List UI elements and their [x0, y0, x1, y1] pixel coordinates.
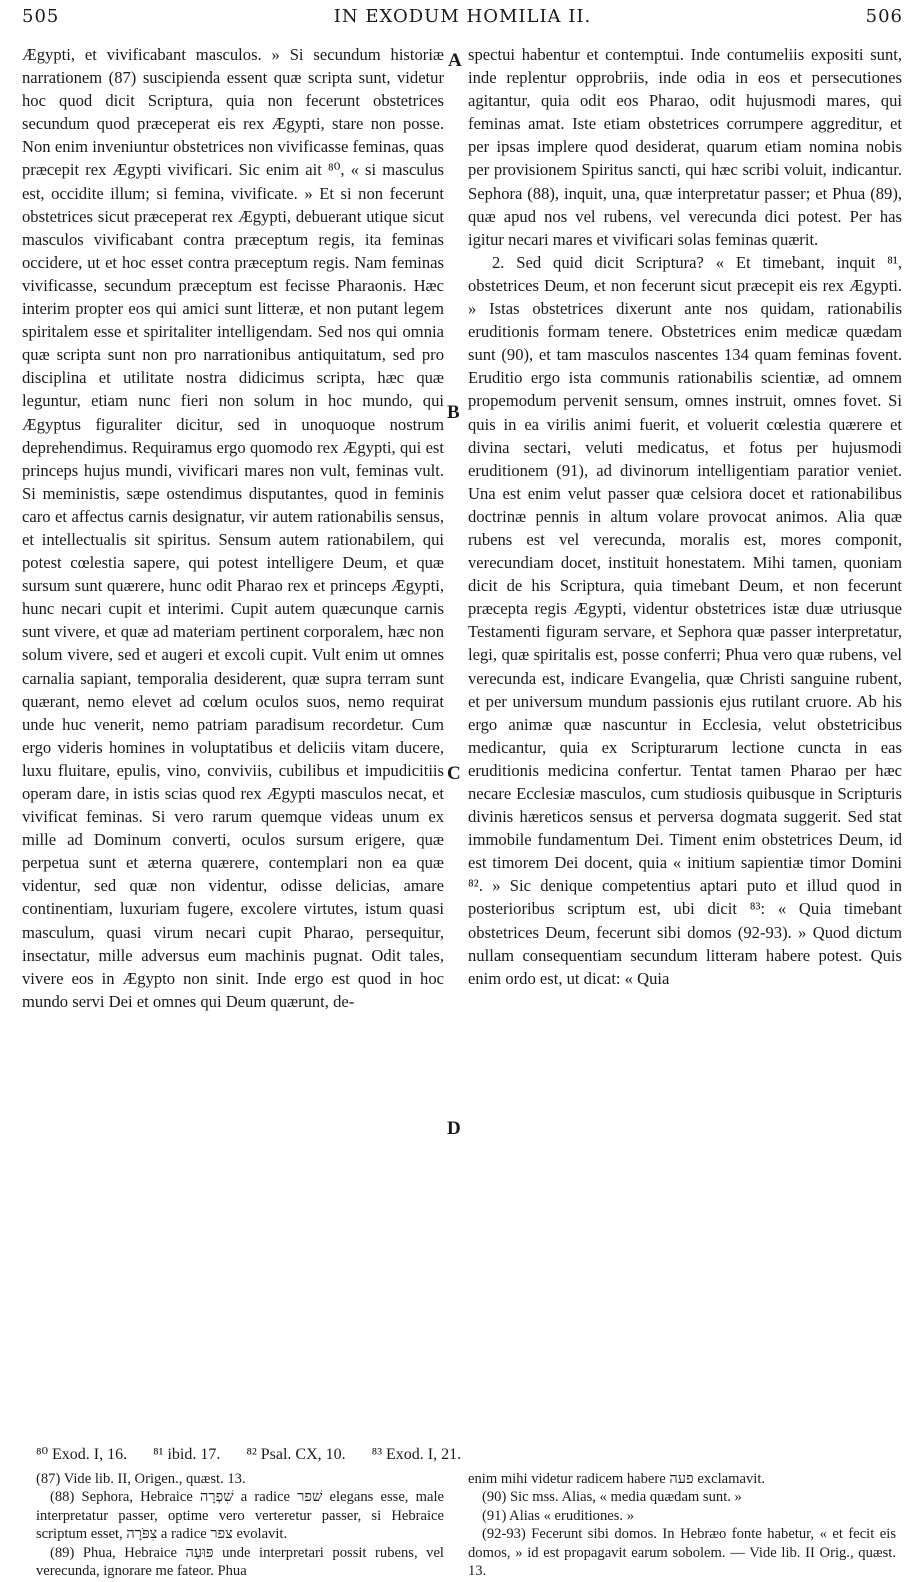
footnote-87: (87) Vide lib. II, Origen., quæst. 13.	[36, 1471, 246, 1487]
running-title: IN EXODUM HOMILIA II.	[333, 6, 592, 27]
margin-letter-c: C	[447, 763, 461, 784]
reference-81: ⁸¹ ibid. 17.	[153, 1446, 221, 1463]
footnote-92-93: (92-93) Fecerunt sibi domos. In Hebræo fonte habetur, « et fecit eis domos, » id est propagavit earum sobolem. — Vide lib. II Orig., quæst. 13.	[468, 1526, 896, 1580]
right-column-paragraph-2: 2. Sed quid dicit Scriptura? « Et timebant, inquit ⁸¹, obstetrices Deum, et non fecerunt sicut præcepit eis rex Ægypti. » Istas obstetrices dixerunt ante nos quidam, rationabilis eruditionis formam tenere. Obstetrices enim medicæ quædam sunt (90), et tam masculos nascentes 134 quam feminas fovent. Eruditio ergo ista communis rationabilis scientiæ, ad omnem propemodum pervenit sensum, omnes instruit, omnes fovet. Si quis in ea virilis animi fuerit, et voluerit cœlestia quærere et divina sectari, veluti medicatus, et fotus per hujusmodi eruditionem (91), ad divinorum intelligentiam paratior veniet. Una est enim velut passer quæ celsiora docet et rationabilibus doctrinæ pennis in altum volare provocat animos. Alia quæ rubens est vel verecunda, moralis est, mores componit, verecundiam docet, instituit honestatem. Mihi tamen, quoniam dicit de his Scriptura, quia timebant Deum, et non fecerunt præcepta regis Ægypti, videntur obstetrices istæ duæ utriusque Testamenti figuram servare, et Sephora quæ passer interpretatur, legi, quæ spiritalis est, posse conferri; Phua vero quæ rubens, vel verecunda est, indicare Evangelia, quæ Christi sanguine rubent, et per universum mundum passionis ejus rutilant cruore. Ab his ergo animæ quæ nascuntur in Ecclesia, velut obstetricibus medicantur, quia ex Scripturarum lectione cuncta in eas eruditionis medicina confertur. Tentat tamen Pharao per hæc necare Ecclesiæ masculos, cum studiosis quibusque in Scripturis divinis hæreticos sensus et perversa dogmata suggerit. Sed stat immobile fundamentum Dei. Timent enim obstetrices Deum, id est timorem Dei docent, quia « initium sapientiæ timor Domini ⁸². » Sic denique competentius aptari puto et illud quod in posterioribus scriptum est, ubi dicit ⁸³: « Quia timebant obstetrices Deum, fecerunt sibi domos (92-93). » Quod dictum nullam consequentiam secundum litteram habere potest. Quis enim ordo est, ut dicat: « Quia	[468, 252, 902, 988]
footnote-89: (89) Phua, Hebraice פּוּעָה unde interpretari possit rubens, vel verecunda, ignorare me fateor. Phua	[36, 1544, 444, 1580]
page-header	[22, 6, 903, 36]
reference-80: ⁸⁰ Exod. I, 16.	[36, 1446, 128, 1463]
footnote-89-continued: enim mihi videtur radicem habere פעה exclamavit.	[468, 1471, 766, 1487]
right-column-paragraph-1: spectui habentur et contemptui. Inde contumeliis expositi sunt, inde replentur opprobriis, inde odia in eos et persecutiones agitantur, quia odit eos Pharao, odit hujusmodi mares, qui feminas amat. Iste etiam obstetrices corrumpere aggreditur, et per ipsas implere quod desiderat, quarum etiam nomina nobis per provisionem Spiritus sancti, qui hæc scribi voluit, indicantur. Sephora (88), inquit, una, quæ interpretatur passer; et Phua (89), quæ apud nos vel rubens, vel verecunda dici potest. Per has igitur necari mares et vivificari solas feminas quærit.	[468, 45, 902, 249]
margin-letter-d: D	[447, 1118, 461, 1139]
margin-letter-b: B	[447, 402, 460, 423]
margin-letter-a: A	[448, 50, 462, 71]
left-column-paragraph: Ægypti, et vivificabant masculos. » Si secundum historiæ narrationem (87) suscipienda essent quæ scripta sunt, videtur hoc quod dicit Scriptura, quia non fecerunt obstetrices secundum quod præceperat eis rex Ægypti, stare non posse. Non enim inveniuntur obstetrices non vivificasse feminas, quas præcepit rex Ægypti vivificari. Sic enim ait ⁸⁰, « si masculus est, occidite illum; si femina, vivificate. » Et si non fecerunt obstetrices sicut præceperat rex Ægypti, debuerant utique sicut masculos vivificabant contra præceptum regis, ita feminas occidere, ut et hoc esset contra præceptum regis. Nam feminas vivificasse, secundum præceptum est fecisse Pharaonis. Hæc interim propter eos qui amici sunt litteræ, et non putant legem spiritalem esse et spiritaliter intelligendam. Sed nos qui omnia quæ scripta sunt non pro narrationibus antiquitatum, sed pro disciplina et utilitate nostra didicimus scripta, hæc quæ leguntur, etiam nunc fieri non solum in hoc mundo, qui Ægyptus figuraliter dicitur, sed in unoquoque nostrum deprehendimus. Requiramus ergo quomodo rex Ægypti, qui est princeps hujus mundi, vivificari mares non vult, feminas vult. Si meministis, sæpe ostendimus disputantes, quod in feminis caro et affectus carnis designatur, vir autem rationabilis sensus, et intellectualis sit spiritus. Sensum autem rationabilem, qui potest cœlestia sapere, qui potest intelligere Deum, et quæ sursum sunt quærere, hunc odit Pharao rex et princeps Ægypti, hunc necari cupit et interimi. Cupit autem quæcunque carnis sunt vivere, et quæ ad materiam pertinent corporalem, hæc non solum vivere, sed et augeri et excoli cupit. Vult enim ut omnes carnalia sapiant, temporalia desiderent, quæ supra terram sunt quærant, nemo elevet ad cœlum oculos suos, nemo requirat unde huc venerit, nemo patriam paradisum recordetur. Cum ergo videris homines in voluptatibus et deliciis vitam ducere, luxu fluitare, epulis, vino, conviviis, cubilibus et impudicitiis operam dare, in istis scias quod rex Ægypti masculos necat, et vivificat feminas. Si vero rarum quemque videas unum ex mille ad Dominum converti, oculos sursum erigere, quæ perpetua sunt et æterna quærere, contemplari non ea quæ videntur, sed quæ non videntur, odisse delicias, amare continentiam, luxuriam fugere, excolere virtutes, istum quasi masculum, quasi virum necari cupit Pharao, persequitur, insectatur, mille adversus eum machinis pugnat. Odit tales, vivere eos in Ægypto non sinit. Inde ergo est quod in hoc mundo servi Dei et omnes qui Deum quærunt, de-	[22, 45, 444, 1011]
footnote-88: (88) Sephora, Hebraice שִׁפְרָה a radice שׁפר elegans esse, male interpretatur passer, optime vero verteretur passer, si Hebraice scriptum esset, צִפֹּרָה a radice צפר evolavit.	[36, 1489, 445, 1543]
reference-82: ⁸² Psal. CX, 10.	[246, 1446, 346, 1463]
footnote-91: (91) Alias « eruditiones. »	[482, 1507, 634, 1524]
scripture-references	[36, 1444, 897, 1464]
reference-83: ⁸³ Exod. I, 21.	[371, 1446, 462, 1463]
footnote-90: (90) Sic mss. Alias, « media quædam sunt. »	[482, 1489, 742, 1506]
left-column	[22, 43, 444, 1013]
page-number-left: 505	[22, 6, 60, 27]
page-number-right: 506	[865, 6, 903, 27]
footnotes-left	[36, 1470, 444, 1580]
footnotes-right	[468, 1470, 896, 1580]
right-column	[468, 43, 902, 990]
